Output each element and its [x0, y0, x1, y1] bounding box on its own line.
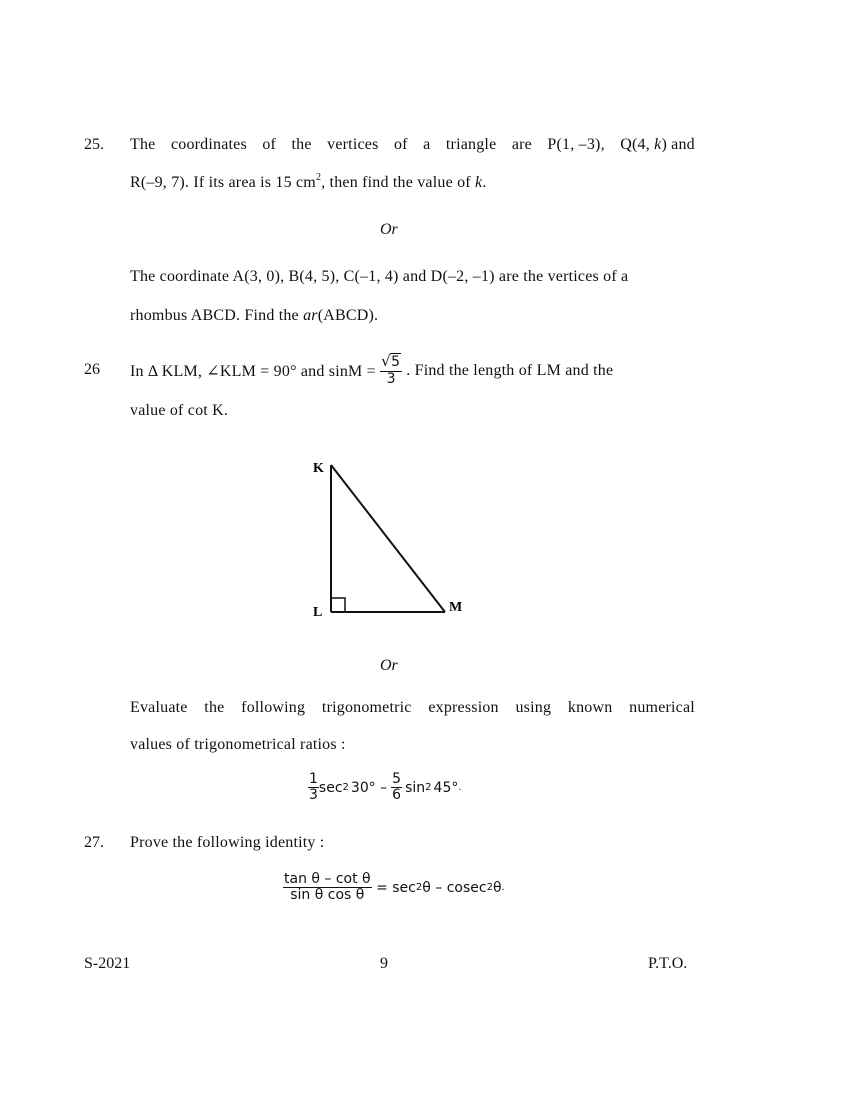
- q25-var-k: k: [654, 136, 662, 153]
- q26-word: numerical: [629, 699, 695, 716]
- q25-word: a: [423, 136, 431, 153]
- expr-f1-num: 1: [309, 771, 318, 787]
- expr-f2-den: 6: [392, 787, 402, 804]
- q25-alt-line1: The coordinate A(3, 0), B(4, 5), C(–1, 4) and D(–2, –1) are the vertices of a: [130, 268, 629, 285]
- q25-word: triangle: [445, 136, 497, 153]
- q26-line2: value of cot K.: [130, 402, 229, 419]
- q25-line2-text: .: [482, 174, 487, 191]
- expr-sec: sec: [318, 779, 343, 796]
- q26-text: . Find the length of LM and the: [406, 362, 614, 379]
- trig-expression: $\frac{1}{3}$ sec 2 30° – $\frac{5}{6}$ sin 2 45° .: [309, 771, 462, 804]
- expr-sin: sin: [405, 779, 426, 796]
- q26-fraction: [380, 352, 402, 387]
- q26-frac-den: 3: [386, 370, 396, 387]
- sqrt-symbol: √ 5: [381, 352, 401, 371]
- q25-word: P(1, –3),: [547, 136, 605, 153]
- identity-expression: $\frac{\text{tan θ – cot θ}}{\text{sin θ cos θ}}$ = sec 2 θ – cosec 2 θ .: [284, 871, 505, 904]
- q26-alt-line1: [130, 699, 695, 717]
- q27-number: 27.: [84, 834, 104, 851]
- q26-alt-line2: values of trigonometrical ratios :: [130, 736, 346, 753]
- q25-number: 25.: [84, 136, 104, 153]
- q25-word: Q(4,: [620, 136, 650, 153]
- identity-end: .: [501, 882, 505, 894]
- expr-end: .: [458, 782, 462, 794]
- q25-var-k: k: [475, 174, 483, 191]
- identity-fraction: [283, 872, 372, 904]
- identity-theta: θ: [492, 879, 502, 896]
- q25-word: of: [393, 136, 408, 153]
- q26-line1: [130, 346, 613, 396]
- q25-word: ) and: [661, 136, 695, 153]
- footer-pto: P.T.O.: [648, 955, 688, 972]
- q25-word: are: [511, 136, 532, 153]
- q25-word: of: [262, 136, 277, 153]
- q27-text: Prove the following identity :: [130, 834, 325, 851]
- q25-or: Or: [380, 221, 398, 238]
- q26-word: expression: [428, 699, 499, 716]
- identity-den: sin θ cos θ: [290, 887, 365, 904]
- expr-fraction-2: [391, 772, 402, 804]
- q25-alt-text: rhombus ABCD. Find the: [130, 307, 304, 324]
- expr-f2-num: 5: [392, 771, 402, 787]
- identity-num: tan θ – cot θ: [284, 871, 371, 887]
- q26-word: known: [567, 699, 613, 716]
- q25-line2: [130, 174, 487, 192]
- q25-sup: 2: [315, 172, 322, 183]
- identity-sec: = sec: [371, 879, 416, 896]
- q25-line1: [130, 136, 695, 154]
- identity-cosec: θ – cosec: [422, 879, 487, 896]
- label-k: K: [313, 461, 324, 476]
- triangle-diagram: [300, 450, 480, 630]
- label-m: M: [449, 600, 463, 615]
- q26-word: the: [204, 699, 225, 716]
- q25-alt-ar: ar: [303, 307, 318, 324]
- q25-alt-line2: [130, 307, 378, 325]
- q25-word: the: [291, 136, 312, 153]
- label-l: L: [313, 605, 323, 620]
- footer-page-number: 9: [380, 955, 388, 972]
- q26-number: 26: [84, 361, 100, 378]
- q25-word: The: [130, 136, 156, 153]
- q26-or: Or: [380, 657, 398, 674]
- q26-word: using: [515, 699, 552, 716]
- q26-word: trigonometric: [321, 699, 412, 716]
- q25-word: coordinates: [170, 136, 247, 153]
- q26-text: In Δ KLM, ∠KLM = 90° and sinM =: [130, 363, 381, 380]
- q26-frac-num: 5: [391, 354, 401, 371]
- q25-line2-text: R(–9, 7). If its area is 15 cm: [130, 174, 316, 191]
- q25-alt-text: (ABCD).: [317, 307, 379, 324]
- q26-word: following: [241, 699, 306, 716]
- q25-word-group: [620, 136, 695, 154]
- expr-angle-2: 45°: [433, 779, 459, 796]
- expr-angle-1: 30° –: [350, 779, 388, 796]
- expr-fraction-1: [308, 772, 319, 804]
- q26-word: Evaluate: [130, 699, 188, 716]
- q25-word: vertices: [327, 136, 379, 153]
- footer-code: S-2021: [84, 955, 131, 972]
- q25-line2-text: , then find the value of: [321, 174, 475, 191]
- expr-f1-den: 3: [309, 787, 318, 804]
